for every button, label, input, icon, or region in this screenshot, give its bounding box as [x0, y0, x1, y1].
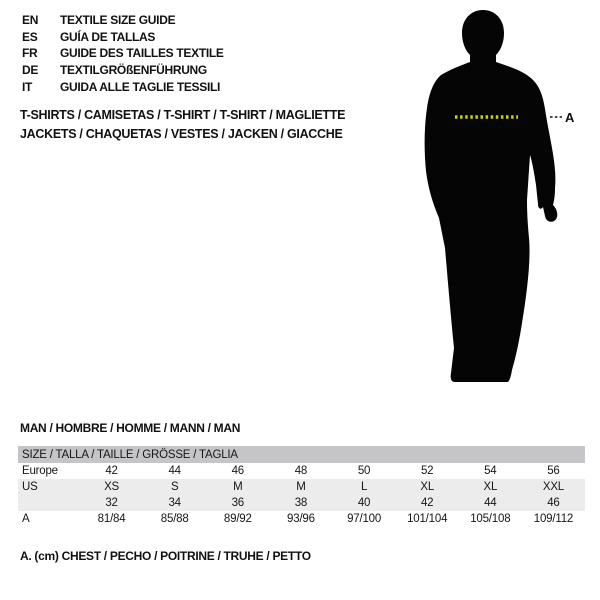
- cell: 109/112: [533, 513, 574, 525]
- language-row: [22, 12, 224, 29]
- cell: 38: [294, 497, 308, 509]
- cell: 101/104: [407, 513, 448, 525]
- language-code: IT: [22, 79, 33, 94]
- language-label: TEXTILE SIZE GUIDE: [60, 13, 176, 27]
- figure-area: [415, 8, 580, 386]
- language-label: TEXTILGRÖßENFÜHRUNG: [60, 63, 207, 78]
- table-row-us-numbers: [18, 495, 585, 511]
- cell: XS: [104, 481, 120, 493]
- language-row: [22, 62, 224, 79]
- category-lines: [20, 106, 345, 144]
- cell: 97/100: [347, 513, 382, 525]
- cell: 42: [420, 497, 434, 509]
- language-row: [22, 45, 224, 62]
- table-row-chest: [18, 511, 585, 527]
- man-silhouette-body: [425, 10, 558, 382]
- category-line-jackets: JACKETS / CHAQUETAS / VESTES / JACKEN / GIACCHE: [20, 127, 343, 141]
- cell: 85/88: [160, 513, 189, 525]
- cell: 44: [168, 465, 181, 477]
- cell: 46: [231, 465, 245, 477]
- language-code: ES: [22, 29, 38, 44]
- cell: 56: [547, 465, 560, 477]
- measure-label-a: A: [565, 110, 575, 125]
- size-table: [18, 446, 585, 527]
- cell: 46: [547, 497, 560, 509]
- row-label: [18, 495, 80, 511]
- language-code: EN: [22, 13, 39, 27]
- cell: L: [360, 481, 368, 493]
- cell: 52: [420, 465, 434, 477]
- table-row-europe: [18, 463, 585, 479]
- category-line-tshirts: T-SHIRTS / CAMISETAS / T-SHIRT / T-SHIRT / MAGLIETTE: [20, 108, 346, 122]
- cell: 50: [357, 465, 371, 477]
- size-table-header: SIZE / TALLA / TAILLE / GRÖSSE / TAGLIA: [18, 446, 585, 463]
- cell: 54: [484, 465, 497, 477]
- cell: 40: [357, 497, 371, 509]
- language-list: [22, 12, 224, 96]
- cell: XL: [483, 481, 498, 493]
- cell: 36: [231, 497, 245, 509]
- cell: XXL: [542, 481, 564, 493]
- language-label: GUÍA DE TALLAS: [60, 29, 156, 44]
- language-row: [22, 29, 224, 46]
- language-row: [22, 79, 224, 96]
- cell: 89/92: [223, 513, 252, 525]
- gender-label: MAN / HOMBRE / HOMME / MANN / MAN: [20, 421, 241, 435]
- language-code: FR: [22, 46, 38, 61]
- row-label: A: [22, 513, 30, 525]
- size-table-header-row: [18, 446, 585, 463]
- language-label: GUIDE DES TAILLES TEXTILE: [60, 46, 224, 61]
- cell: 105/108: [470, 513, 511, 525]
- cell: 81/84: [97, 513, 126, 525]
- language-label: GUIDA ALLE TAGLIE TESSILI: [60, 79, 221, 94]
- cell: 34: [168, 497, 181, 509]
- cell: 44: [484, 497, 497, 509]
- measurement-footnote: A. (cm) CHEST / PECHO / POITRINE / TRUHE / PETTO: [20, 549, 311, 563]
- language-code: DE: [22, 63, 39, 78]
- row-label: US: [22, 481, 38, 493]
- cell: 48: [294, 465, 308, 477]
- cell: XL: [420, 481, 435, 493]
- cell: 93/96: [287, 513, 315, 525]
- cell: 42: [105, 465, 118, 477]
- man-silhouette: [415, 8, 580, 386]
- table-row-us-letters: [18, 479, 585, 495]
- row-label: Europe: [22, 465, 58, 477]
- cell: S: [170, 481, 179, 493]
- cell: M: [296, 481, 306, 493]
- cell: M: [233, 481, 243, 493]
- cell: 32: [105, 497, 118, 509]
